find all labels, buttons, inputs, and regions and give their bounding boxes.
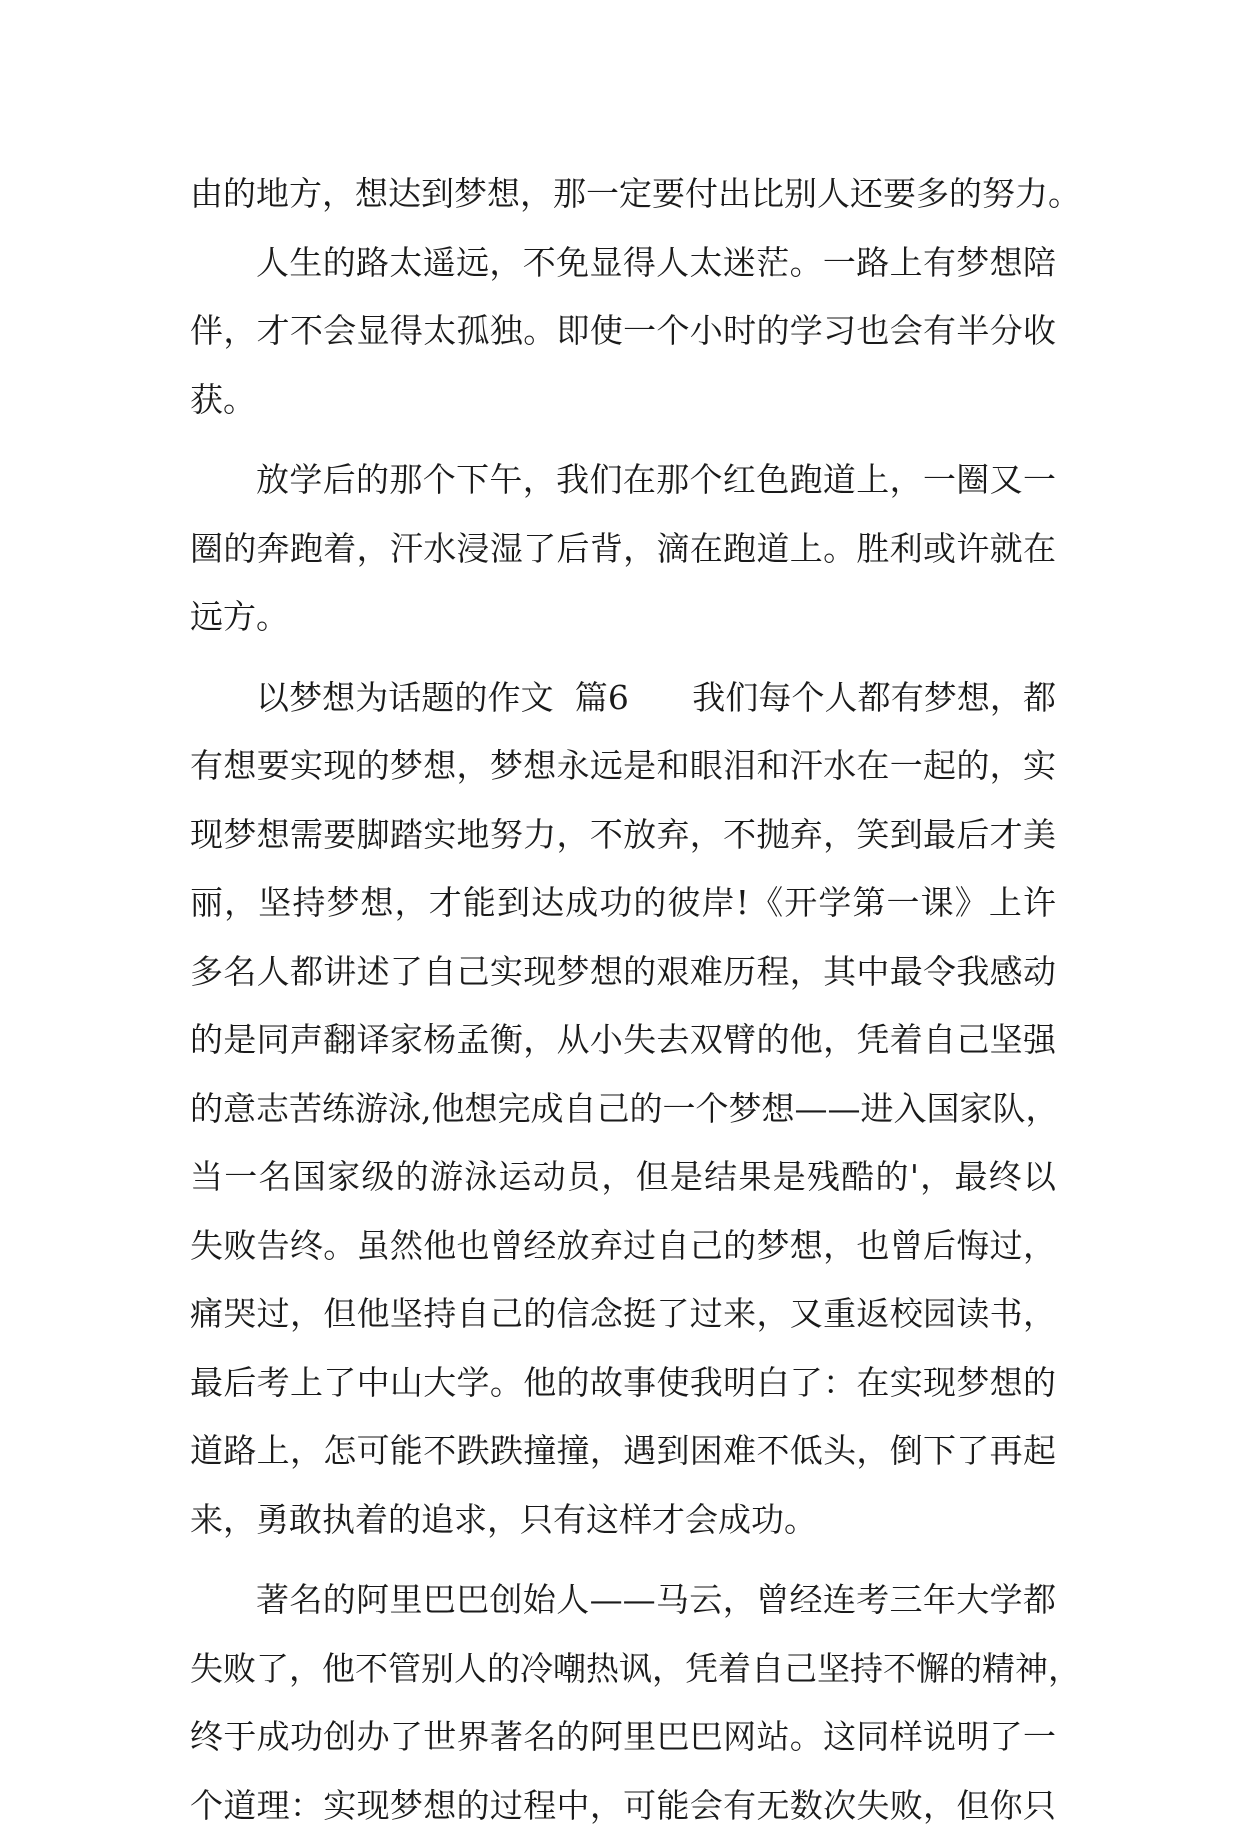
paragraph	[190, 1566, 1056, 1840]
text-line: 圈的奔跑着，汗水浸湿了后背，滴在跑道上。胜利或许就在	[190, 515, 1056, 584]
paragraph	[190, 229, 1056, 435]
text-line: 由的地方，想达到梦想，那一定要付出比别人还要多的努力。	[190, 160, 1056, 229]
text-line: 最后考上了中山大学。他的故事使我明白了：在实现梦想的	[190, 1349, 1056, 1418]
text-line: 著名的阿里巴巴创始人——马云，曾经连考三年大学都	[190, 1566, 1056, 1635]
paragraph	[190, 446, 1056, 652]
text-line: 丽，坚持梦想，才能到达成功的彼岸!《开学第一课》上许	[190, 869, 1056, 938]
text-line: 获。	[190, 366, 1056, 435]
text-line: 失败了，他不管别人的冷嘲热讽，凭着自己坚持不懈的精神，	[190, 1635, 1056, 1704]
text-line: 个道理：实现梦想的过程中，可能会有无数次失败，但你只	[190, 1772, 1056, 1840]
text-line: 终于成功创办了世界著名的阿里巴巴网站。这同样说明了一	[190, 1703, 1056, 1772]
text-line: 人生的路太遥远，不免显得人太迷茫。一路上有梦想陪	[190, 229, 1056, 298]
text-line: 来，勇敢执着的追求，只有这样才会成功。	[190, 1486, 1056, 1555]
text-line: 的是同声翻译家杨孟衡，从小失去双臂的他，凭着自己坚强	[190, 1006, 1056, 1075]
text-line: 的意志苦练游泳,他想完成自己的一个梦想——进入国家队，	[190, 1075, 1056, 1144]
text-line: 远方。	[190, 583, 1056, 652]
paragraph	[190, 160, 1056, 229]
text-line: 伴，才不会显得太孤独。即使一个小时的学习也会有半分收	[190, 297, 1056, 366]
text-line: 痛哭过，但他坚持自己的信念挺了过来，又重返校园读书，	[190, 1280, 1056, 1349]
text-line: 多名人都讲述了自己实现梦想的艰难历程，其中最令我感动	[190, 938, 1056, 1007]
section-heading-line: 以梦想为话题的作文 篇6 我们每个人都有梦想，都	[190, 664, 1056, 733]
text-line: 有想要实现的梦想，梦想永远是和眼泪和汗水在一起的，实	[190, 732, 1056, 801]
paragraph	[190, 664, 1056, 1555]
text-line: 当一名国家级的游泳运动员，但是结果是残酷的'，最终以	[190, 1143, 1056, 1212]
document-body	[190, 160, 1056, 1840]
text-line: 道路上，怎可能不跌跌撞撞，遇到困难不低头，倒下了再起	[190, 1417, 1056, 1486]
text-line: 现梦想需要脚踏实地努力，不放弃，不抛弃，笑到最后才美	[190, 801, 1056, 870]
text-line: 失败告终。虽然他也曾经放弃过自己的梦想，也曾后悔过，	[190, 1212, 1056, 1281]
text-line: 放学后的那个下午，我们在那个红色跑道上，一圈又一	[190, 446, 1056, 515]
